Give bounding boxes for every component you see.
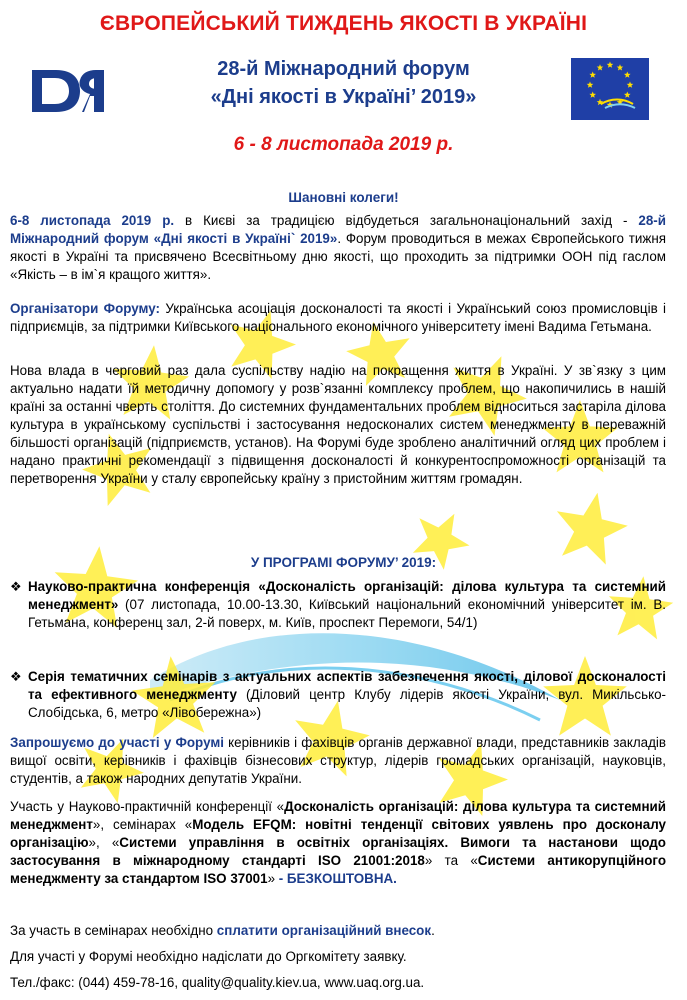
participation-text: », «: [88, 835, 120, 850]
diamond-bullet-icon: ❖: [10, 669, 22, 684]
dya-logo: [30, 66, 106, 116]
fee-end: .: [431, 923, 435, 938]
eu-flag-logo: [571, 58, 649, 120]
event-title: ЄВРОПЕЙСЬКИЙ ТИЖДЕНЬ ЯКОСТІ В УКРАЇНІ: [99, 12, 588, 35]
seminar-name: Системи антикорупційного менеджменту за стандартом ISO 37001: [10, 853, 667, 886]
program-title: У ПРОГРАМІ ФОРУМУ’ 2019:: [250, 555, 437, 570]
free-label: - БЕЗКОШТОВНА.: [278, 871, 397, 886]
organizers-text: Українська асоціація досконалості та якості і Український союз промисловців і підприємців, за підтримки Київського національного економічного університету імені Вадима Гетьмана.: [10, 301, 666, 334]
conference-name: Досконалість організацій: ділова культура та системний менеджмент: [10, 799, 666, 832]
greeting: Шановні колеги!: [288, 190, 399, 205]
program-item-conference: [10, 578, 666, 632]
forum-title-line2: «Дні якості в Україні’ 2019»: [210, 86, 477, 108]
intro-paragraph: [10, 212, 666, 284]
fee-highlight: сплатити організаційний внесок: [216, 923, 432, 938]
application-line: Для участі у Форумі необхідно надіслати до Оргкомітету заявку.: [10, 949, 407, 964]
participation-text: » та «: [424, 853, 478, 868]
intro-text2: . Форум проводиться в межах Європейського тижня якості в Україні та присвячено Всесвітньому дню якості, що проходить за підтримки ООН під гаслом «Якість – в ім`я кращого життя».: [10, 231, 666, 282]
participation-paragraph: [10, 798, 666, 888]
fee-line: [10, 922, 670, 940]
diamond-bullet-icon: ❖: [10, 579, 22, 594]
invitation-paragraph: [10, 734, 666, 788]
participation-text: », семінарах «: [92, 817, 193, 832]
invitation-label: Запрошуємо до участі у Форумі: [10, 735, 224, 750]
program-item-details: (07 листопада, 10.00-13.30, Київський національний економічний університет ім. В. Гетьмана, конференц зал, 2-й поверх, м. Київ, проспект Перемоги, 54/1): [28, 597, 666, 630]
participation-text: Участь у Науково-практичній конференції «: [10, 799, 285, 814]
event-dates: 6 - 8 листопада 2019 р.: [233, 134, 454, 155]
program-item-details: (Діловий центр Клубу лідерів якості України, вул. Микільсько-Слобідська, 6, метро «Лівобережна»): [28, 687, 666, 720]
seminar-name: Модель EFQM: новітні тенденції світових уявлень про досконалу організацію: [10, 817, 666, 850]
invitation-text: керівників і фахівців органів державної влади, представників закладів вищої освіти, керівників і фахівців бізнесових структур, лідерів громадських організацій, науковців, студентів, а також народних депутатів України.: [10, 735, 667, 786]
participation-text: »: [267, 871, 279, 886]
seminar-name: Системи управління в освітніх організаціях. Вимоги та настанови щодо застосування в міжнародному стандарті ISO 21001:2018: [10, 835, 666, 868]
intro-forum-name: 28-й Міжнародний форум «Дні якості в Україні` 2019»: [10, 213, 666, 246]
intro-date: 6-8 листопада 2019 р.: [10, 213, 175, 228]
intro-text1: в Києві за традицією відбудеться загальнонаціональний захід -: [174, 213, 639, 228]
organizers-label: Організатори Форуму:: [10, 301, 160, 316]
program-item-title: Серія тематичних семінарів з актуальних аспектів забезпечення якості, ділової досконалості та ефективного менеджменту: [28, 669, 666, 702]
program-item-title: Науково-практична конференція «Досконалість організацій: ділова культура та системний менеджмент»: [28, 579, 666, 612]
fee-text: За участь в семінарах необхідно: [10, 923, 217, 938]
body-paragraph: Нова влада в черговий раз дала суспільству надію на покращення життя в Україні. У зв`язку з цим актуально надати їй методичну допомогу у розв`язанні комплексу проблем, що накопичились в нашій країні за останні чверть століття. До системних фундаментальних проблем відноситься застаріла ділова культура в українському суспільстві і застосування недосконалих систем менеджменту в переважній більшості організацій (підприємств, установ). На Форумі буде зроблено аналітичний огляд цих проблем і надано практичні рекомендації з підвищення досконалості й конкурентоспроможності організацій та перетворення України у сталу європейську країну з пристойним життям громадян.: [10, 363, 666, 486]
forum-title-line1: 28-й Міжнародний форум: [217, 58, 470, 80]
contacts-line: Тел./факс: (044) 459-78-16, quality@quality.kiev.ua, www.uaq.org.ua.: [10, 975, 425, 990]
organizers-paragraph: [10, 300, 666, 336]
program-item-seminars: [10, 668, 666, 722]
